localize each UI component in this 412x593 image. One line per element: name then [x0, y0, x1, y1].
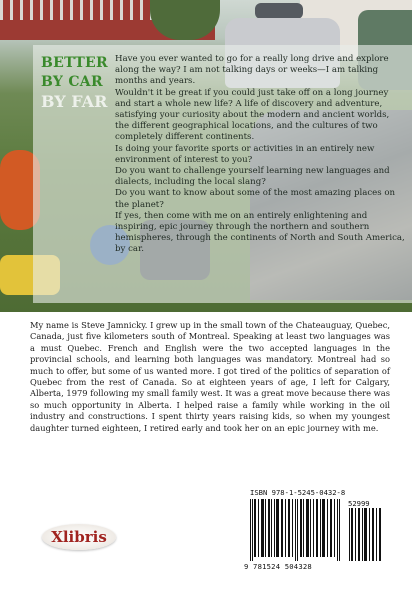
blurb-paragraph: Do you want to challenge yourself learning new languages and dialects, including the local slang? — [115, 166, 390, 188]
publisher-logo-text: Xlibris — [51, 528, 107, 546]
barcode-block — [244, 488, 389, 574]
isbn-label: ISBN 978-1-5245-0432-8 — [250, 488, 346, 497]
title-line-1: BETTER — [41, 55, 108, 71]
blurb-paragraph: Have you ever wanted to go for a really long drive and explore along the way? I am not talking days or weeks—I am talking months and years. — [115, 54, 389, 87]
blurb-paragraph: Is doing your favorite sports or activities in an entirely new environment of interest to you? — [115, 143, 375, 165]
addon-barcode-icon — [349, 508, 383, 561]
title-line-2: BY CAR — [41, 74, 103, 90]
barcode-icon — [250, 499, 342, 561]
blurb-paragraph: Wouldn't it be great if you could just take off on a long journey and start a whole new life? A life of discovery and adventure, satisfying your curiosity about the modern and ancient worlds, the different geographical locations, and the cultures of two completely different continents. — [115, 87, 390, 143]
blurb-paragraph: If yes, then come with me on an entirely enlightening and inspiring, epic journey through the northern and southern hemispheres, through the continents of North and South America, by car. — [115, 210, 405, 255]
book-title — [41, 54, 111, 111]
blurb-text — [115, 54, 405, 256]
roof-cargo-box — [255, 3, 303, 19]
author-bio: My name is Steve Jamnicky. I grew up in the small town of the Chateauguay, Quebec, Canada, just five kilometers south of Montreal. Speaking at least two languages was a must Quebec. French and English were the two accepted languages in the provincial schools, and learning both languages was mandatory. Montreal had so much to offer, but some of us wanted more. I got tired of the politics of separation of Quebec from the rest of Canada. So at eighteen years of age, I left for Calgary, Alberta, 1979 following my small family west. It was a great move because there was so much opportunity in Alberta. I helped raise a family while working in the oil industry and constructions. I spent thirty years raising kids, so when my youngest daughter turned eighteen, I retired early and took her on an epic journey with me. — [30, 320, 390, 433]
barcode-number: 9 781524 504328 — [244, 562, 312, 571]
publisher-logo — [42, 524, 116, 550]
title-line-3: BY FAR — [41, 92, 108, 111]
blurb-paragraph: Do you want to know about some of the most amazing places on the planet? — [115, 188, 396, 210]
price-code: 52999 — [348, 499, 370, 508]
